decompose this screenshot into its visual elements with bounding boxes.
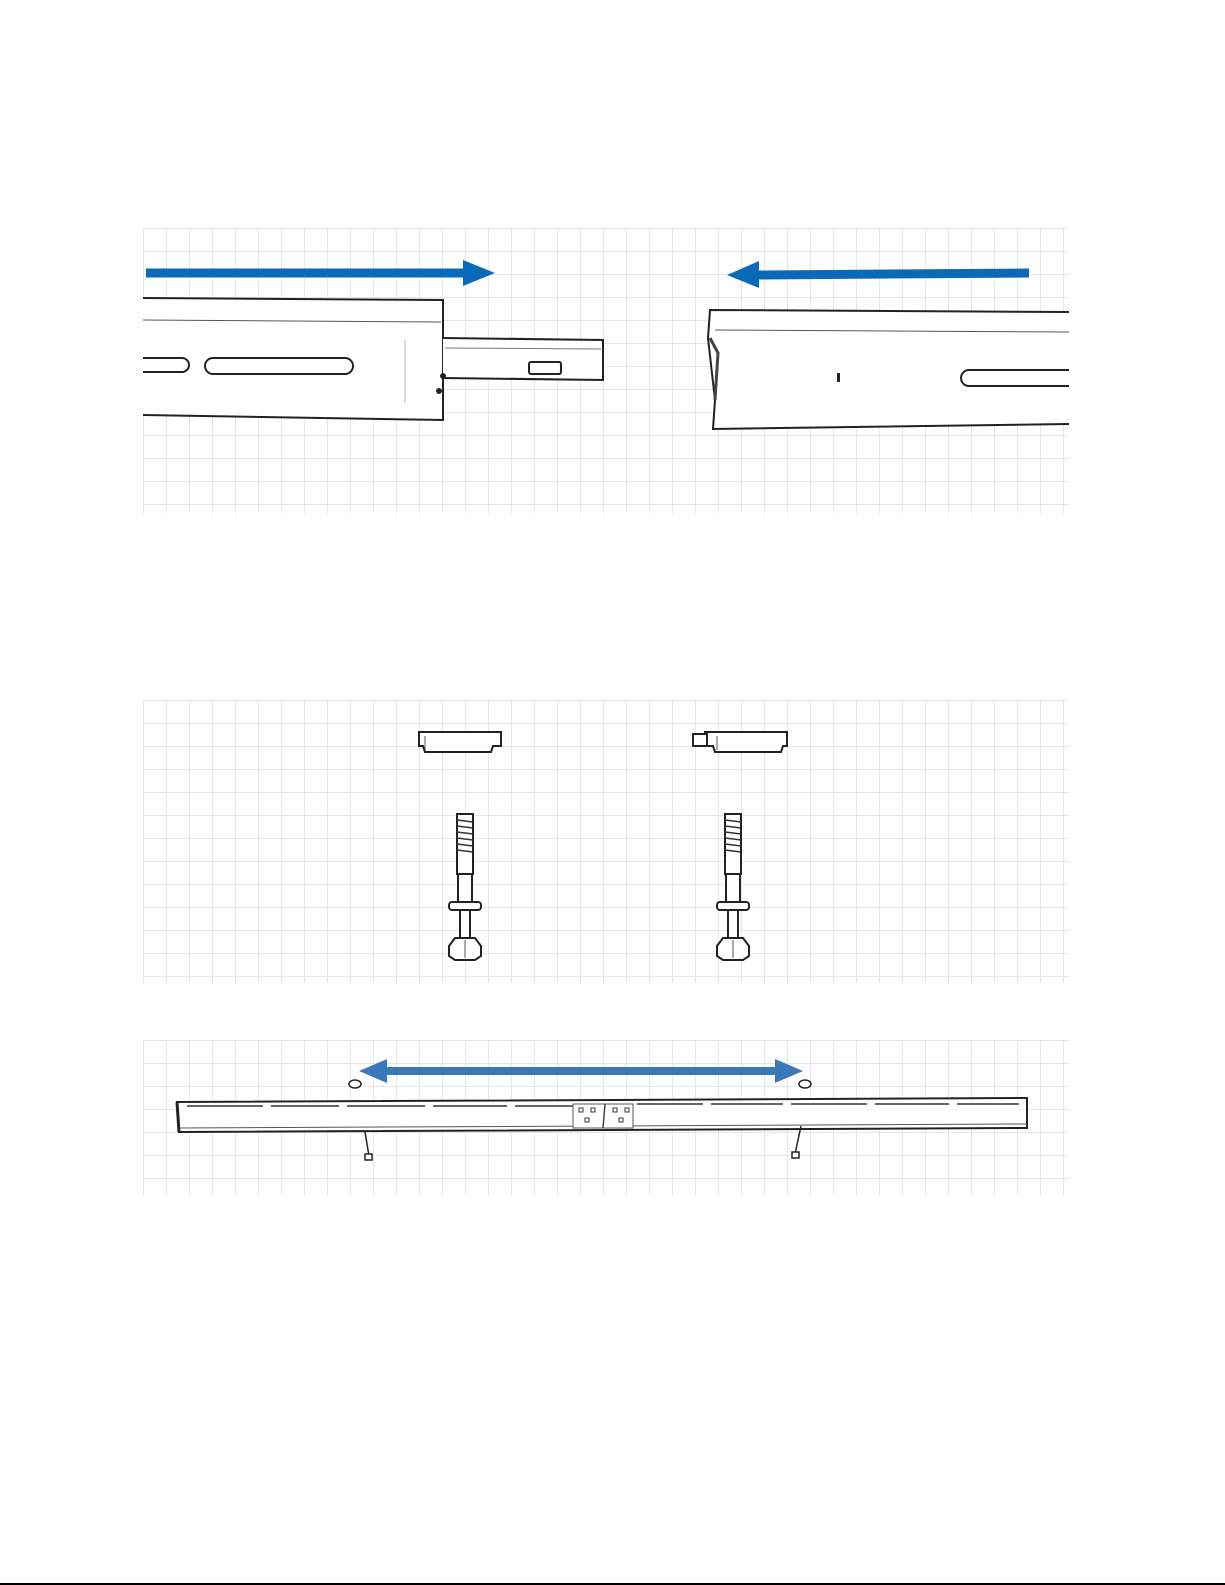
assembled-rail-drawing [143,1040,1069,1195]
right-bolt-installed [792,1126,801,1158]
assembled-rail [177,1098,1027,1132]
right-clip-marker [799,1080,811,1088]
rail-halves-drawing [143,228,1069,513]
arrow-right-icon [146,260,495,286]
left-rail-section [143,298,603,420]
assembled-rail-panel [143,1040,1069,1195]
left-clip [419,732,501,752]
hardware-drawing [143,700,1069,983]
left-clip-marker [349,1080,361,1088]
right-rail-section [708,310,1069,429]
right-clip [693,732,787,752]
double-arrow-icon [359,1059,803,1083]
left-bolt-installed [365,1132,372,1160]
hardware-panel [143,700,1069,983]
left-bolt [449,814,481,960]
rail-halves-panel [143,228,1069,513]
arrow-left-icon [727,261,1029,288]
right-bolt [717,814,749,960]
